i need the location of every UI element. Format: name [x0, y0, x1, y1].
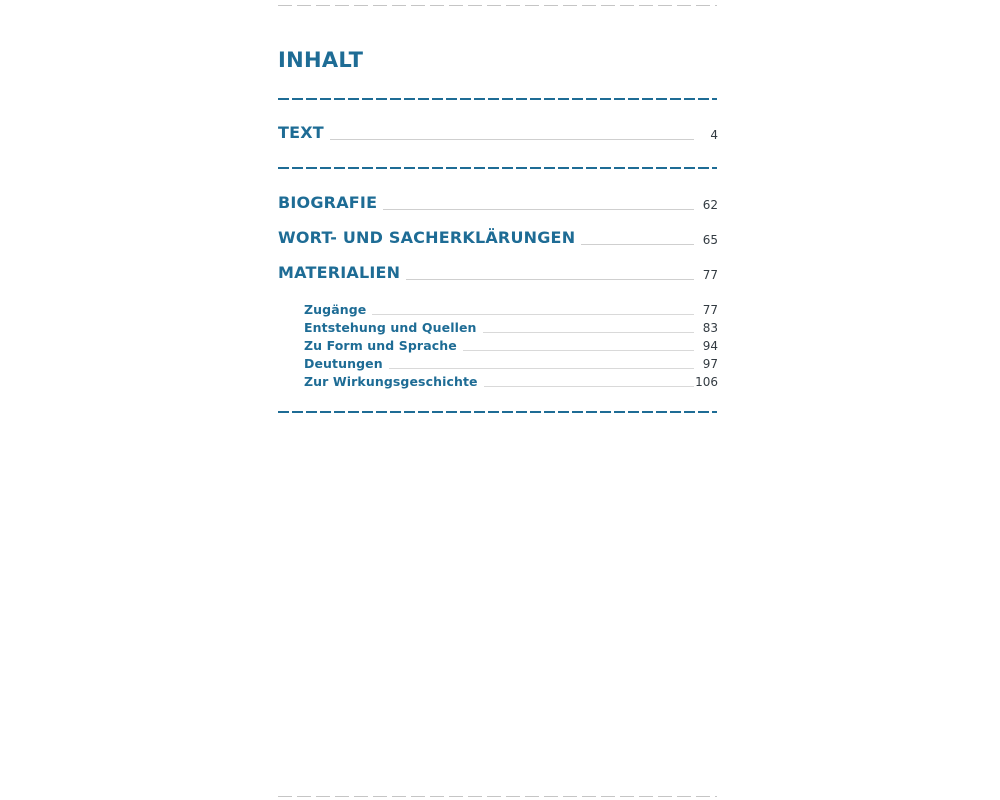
- section-separator: [278, 411, 717, 413]
- page-title: INHALT: [278, 48, 364, 73]
- toc-subentry-page: 77: [702, 303, 718, 317]
- section-separator: [278, 98, 717, 100]
- toc-subentry-page: 106: [695, 375, 718, 389]
- toc-subentry-label: Entstehung und Quellen: [304, 320, 483, 335]
- toc-subentry-zur-wirkungsgeschichte[interactable]: [304, 373, 718, 390]
- toc-entry-label: BIOGRAFIE: [278, 193, 383, 212]
- toc-entry-page: 65: [702, 233, 718, 247]
- toc-entry-label: TEXT: [278, 123, 330, 142]
- toc-entry-page: 77: [702, 268, 718, 282]
- toc-subentry-label: Zugänge: [304, 302, 372, 317]
- toc-entry-page: 62: [702, 198, 718, 212]
- toc-subentry-entstehung-und-quellen[interactable]: [304, 319, 718, 336]
- toc-subentry-label: Zur Wirkungsgeschichte: [304, 374, 484, 389]
- toc-entry-materialien[interactable]: [278, 262, 718, 284]
- toc-subentry-page: 83: [702, 321, 718, 335]
- bottom-page-rule: [278, 796, 717, 797]
- toc-entry-page: 4: [710, 128, 718, 142]
- toc-subentry-label: Zu Form und Sprache: [304, 338, 463, 353]
- toc-subentry-label: Deutungen: [304, 356, 389, 371]
- toc-entry-biografie[interactable]: [278, 192, 718, 214]
- toc-subentry-page: 97: [702, 357, 718, 371]
- dot-leader: [278, 139, 694, 140]
- section-separator: [278, 167, 717, 169]
- top-page-rule: [278, 5, 717, 6]
- toc-subentry-zugaenge[interactable]: [304, 301, 718, 318]
- toc-entry-wort-und-sacherklaerungen[interactable]: [278, 227, 718, 249]
- toc-entry-label: WORT- UND SACHERKLÄRUNGEN: [278, 228, 581, 247]
- toc-subentry-deutungen[interactable]: [304, 355, 718, 372]
- toc-subentry-page: 94: [702, 339, 718, 353]
- toc-subentry-zu-form-und-sprache[interactable]: [304, 337, 718, 354]
- toc-entry-text[interactable]: [278, 122, 718, 144]
- toc-entry-label: MATERIALIEN: [278, 263, 406, 282]
